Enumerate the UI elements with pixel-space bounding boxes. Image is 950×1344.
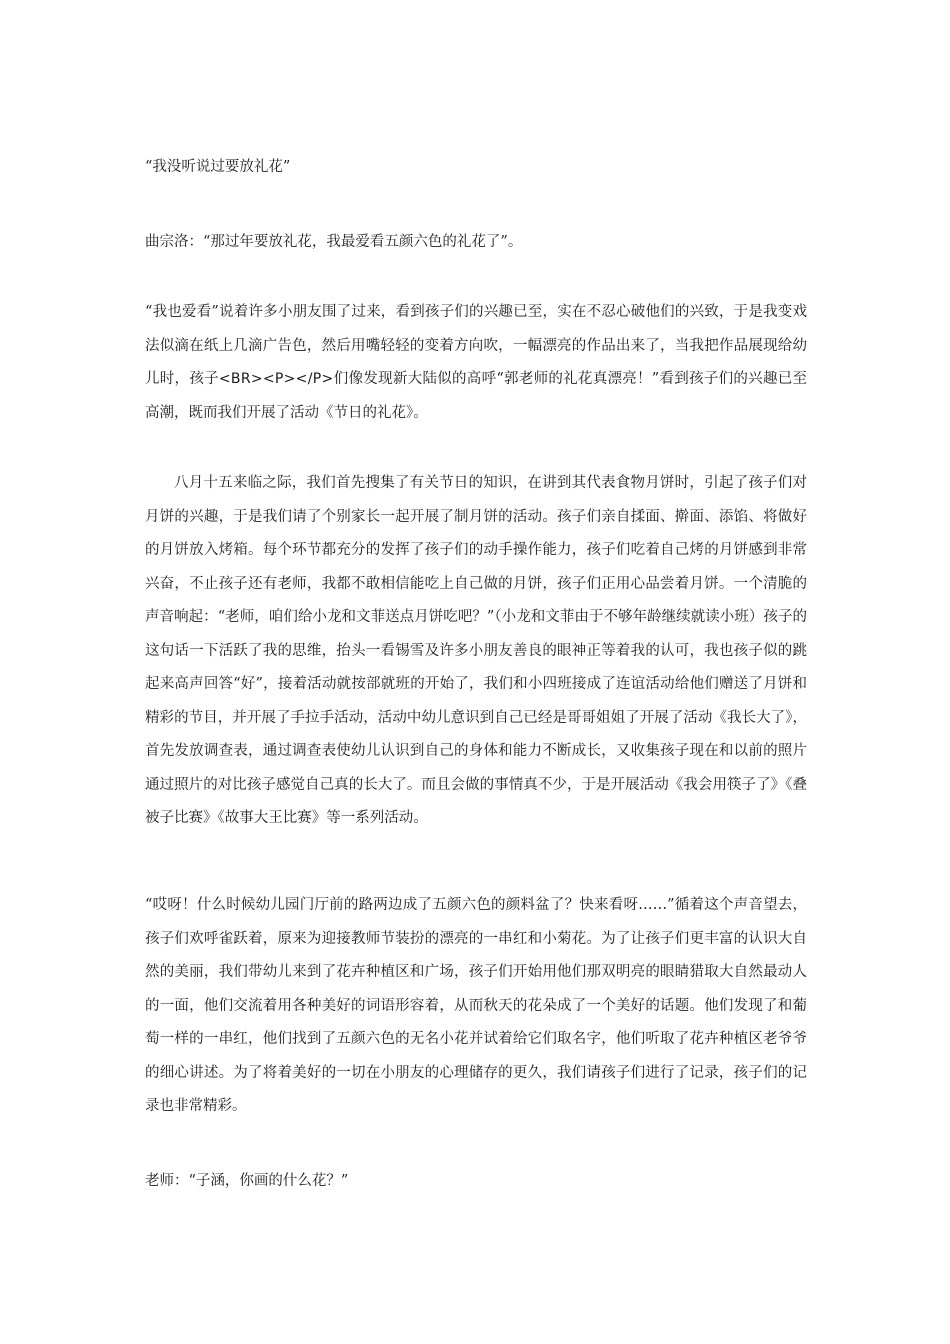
paragraph-6: 老师：“子涵，你画的什么花？” xyxy=(145,1173,349,1189)
paragraph-4: 八月十五来临之际，我们首先搜集了有关节日的知识，在讲到其代表食物月饼时，引起了孩子们对月饼的兴趣，于是我们请了个别家长一起开展了制月饼的活动。孩子们亲自揉面、擀面、添馅、将做好的月饼放入烤箱。每个环节都充分的发挥了孩子们的动手操作能力，孩子们吃着自己烤的月饼感到非常兴奋，不止孩子还有老师，我都不敢相信能吃上自己做的月饼，孩子们正用心品尝着月饼。一个清脆的声音响起：“老师，咱们给小龙和文菲送点月饼吃吧？”（小龙和文菲由于不够年龄继续就读小班）孩子的这句话一下活跃了我的思维，抬头一看锡雪及许多小朋友善良的眼神正等着我的认可，我也孩子似的跳起来高声回答“好”，接着活动就按部就班的开始了，我们和小四班接成了连谊活动给他们赠送了月饼和精彩的节目，并开展了手拉手活动，活动中幼儿意识到自己已经是哥哥姐姐了开展了活动《我长大了》，首先发放调查表，通过调查表使幼儿认识到自己的身体和能力不断成长，又收集孩子现在和以前的照片通过照片的对比孩子感觉自己真的长大了。而且会做的事情真不少，于是开展活动《我会用筷子了》《叠被子比赛》《故事大王比赛》等一系列活动。 xyxy=(145,475,807,826)
paragraph-2: 曲宗洛：“那过年要放礼花，我最爱看五颜六色的礼花了”。 xyxy=(145,234,523,250)
paragraph-5: “哎呀！什么时候幼儿园门厅前的路两边成了五颜六色的颜料盆了？快来看呀……”循着这个声音望去，孩子们欢呼雀跃着，原来为迎接教师节装扮的漂亮的一串红和小菊花。为了让孩子们更丰富的认识大自然的美丽，我们带幼儿来到了花卉种植区和广场，孩子们开始用他们那双明亮的眼睛猎取大自然最动人的一面，他们交流着用各种美好的词语形容着，从而秋天的花朵成了一个美好的话题。他们发现了和葡萄一样的一串红，他们找到了五颜六色的无名小花并试着给它们取名字，他们听取了花卉种植区老爷爷的细心讲述。为了将着美好的一切在小朋友的心理储存的更久，我们请孩子们进行了记录，孩子们的记录也非常精彩。 xyxy=(145,897,807,1114)
paragraph-3 xyxy=(145,296,807,430)
paragraph-1: “我没听说过要放礼花” xyxy=(145,159,291,175)
paragraph-3-text-after: 们像发现新大陆似的高呼“郭老师的礼花真漂亮！”看到孩子们的兴趣已至高潮，既而我们开展了活动《节日的礼花》。 xyxy=(145,371,807,421)
paragraph-3-text-before: “我也爱看”说着许多小朋友围了过来，看到孩子们的兴趣已至，实在不忍心破他们的兴致，于是我变戏法似滴在纸上几滴广告色，然后用嘴轻轻的变着方向吹，一幅漂亮的作品出来了，当我把作品展现给幼儿时，孩子 xyxy=(145,304,807,387)
stray-html-markup: <BR><P></P> xyxy=(218,371,334,387)
